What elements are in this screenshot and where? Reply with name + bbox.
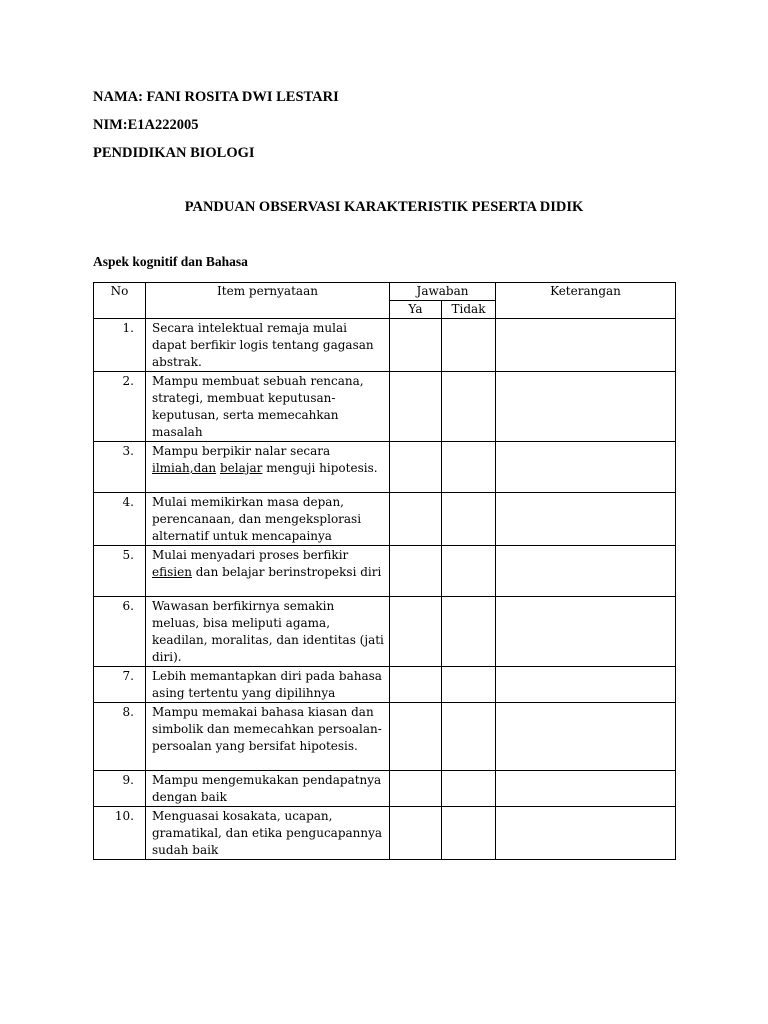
row-number: 1. [94, 319, 146, 372]
student-name: NAMA: FANI ROSITA DWI LESTARI [93, 89, 339, 105]
table-row [94, 372, 676, 442]
table-row [94, 442, 676, 493]
row-statement: Mulai memikirkan masa depan, perencanaan, dan mengeksplorasi alternatif untuk mencapainya [146, 493, 390, 546]
table-row [94, 703, 676, 771]
answer-ya-cell[interactable] [390, 546, 442, 597]
keterangan-cell[interactable] [496, 771, 676, 807]
answer-ya-cell[interactable] [390, 493, 442, 546]
observation-table [93, 282, 676, 860]
answer-tidak-cell[interactable] [442, 667, 496, 703]
row-statement: Menguasai kosakata, ucapan, gramatikal, dan etika pengucapannya sudah baik [146, 807, 390, 860]
table-row [94, 667, 676, 703]
answer-ya-cell[interactable] [390, 372, 442, 442]
answer-ya-cell[interactable] [390, 771, 442, 807]
answer-ya-cell[interactable] [390, 703, 442, 771]
table-row [94, 493, 676, 546]
row-number: 7. [94, 667, 146, 703]
answer-ya-cell[interactable] [390, 319, 442, 372]
row-number: 5. [94, 546, 146, 597]
row-statement: Mampu berpikir nalar secara ilmiah,dan belajar menguji hipotesis. [146, 442, 390, 493]
header-jawaban: Jawaban [390, 283, 496, 301]
header-no: No [94, 283, 146, 319]
answer-ya-cell[interactable] [390, 667, 442, 703]
table-row [94, 546, 676, 597]
keterangan-cell[interactable] [496, 319, 676, 372]
header-tidak: Tidak [442, 301, 496, 319]
answer-tidak-cell[interactable] [442, 493, 496, 546]
row-statement: Mulai menyadari proses berfikir efisien dan belajar berinstropeksi diri [146, 546, 390, 597]
row-statement: Mampu memakai bahasa kiasan dan simbolik dan memecahkan persoalan-persoalan yang bersifat hipotesis. [146, 703, 390, 771]
keterangan-cell[interactable] [496, 442, 676, 493]
row-statement: Lebih memantapkan diri pada bahasa asing tertentu yang dipilihnya [146, 667, 390, 703]
keterangan-cell[interactable] [496, 667, 676, 703]
answer-tidak-cell[interactable] [442, 372, 496, 442]
keterangan-cell[interactable] [496, 807, 676, 860]
row-number: 10. [94, 807, 146, 860]
answer-ya-cell[interactable] [390, 597, 442, 667]
keterangan-cell[interactable] [496, 597, 676, 667]
answer-tidak-cell[interactable] [442, 442, 496, 493]
table-row [94, 319, 676, 372]
table-row [94, 597, 676, 667]
row-number: 8. [94, 703, 146, 771]
header-keterangan: Keterangan [496, 283, 676, 319]
answer-tidak-cell[interactable] [442, 597, 496, 667]
keterangan-cell[interactable] [496, 372, 676, 442]
row-number: 9. [94, 771, 146, 807]
answer-tidak-cell[interactable] [442, 807, 496, 860]
keterangan-cell[interactable] [496, 703, 676, 771]
row-statement: Mampu mengemukakan pendapatnya dengan baik [146, 771, 390, 807]
row-number: 4. [94, 493, 146, 546]
section-heading: Aspek kognitif dan Bahasa [93, 254, 248, 269]
row-statement: Secara intelektual remaja mulai dapat berfikir logis tentang gagasan abstrak. [146, 319, 390, 372]
table-row [94, 771, 676, 807]
row-statement: Mampu membuat sebuah rencana, strategi, membuat keputusan-keputusan, serta memecahkan masalah [146, 372, 390, 442]
study-program: PENDIDIKAN BIOLOGI [93, 145, 255, 161]
document-title: PANDUAN OBSERVASI KARAKTERISTIK PESERTA DIDIK [184, 199, 584, 215]
keterangan-cell[interactable] [496, 546, 676, 597]
row-number: 2. [94, 372, 146, 442]
answer-ya-cell[interactable] [390, 442, 442, 493]
student-nim: NIM:E1A222005 [93, 117, 199, 133]
table-row [94, 807, 676, 860]
answer-tidak-cell[interactable] [442, 319, 496, 372]
header-item: Item pernyataan [146, 283, 390, 319]
header-ya: Ya [390, 301, 442, 319]
answer-tidak-cell[interactable] [442, 703, 496, 771]
answer-ya-cell[interactable] [390, 807, 442, 860]
keterangan-cell[interactable] [496, 493, 676, 546]
row-statement: Wawasan berfikirnya semakin meluas, bisa meliputi agama, keadilan, moralitas, dan identitas (jati diri). [146, 597, 390, 667]
row-number: 6. [94, 597, 146, 667]
answer-tidak-cell[interactable] [442, 546, 496, 597]
answer-tidak-cell[interactable] [442, 771, 496, 807]
row-number: 3. [94, 442, 146, 493]
